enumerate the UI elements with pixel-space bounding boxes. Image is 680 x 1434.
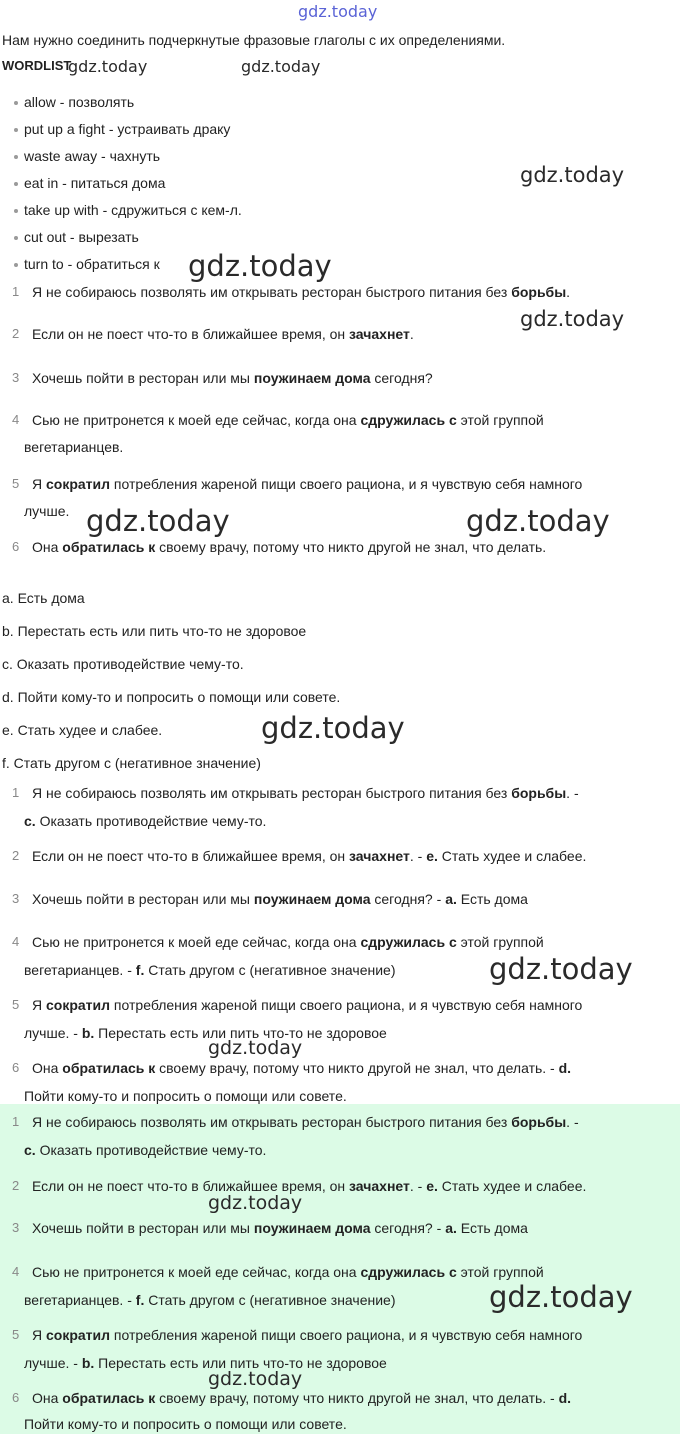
wordlist-item: take up with - сдружиться с кем-л.	[24, 202, 242, 218]
item-number: 5	[12, 997, 20, 1012]
answer: Хочешь пойти в ресторан или мы поужинаем дома сегодня? - a. Есть дома	[32, 1220, 528, 1236]
watermark-top: gdz.today	[298, 2, 378, 21]
wordlist-item: turn to - обратиться к	[24, 256, 160, 272]
answer-continuation: лучше. - b. Перестать есть или пить что-то не здоровое	[24, 1025, 387, 1041]
definition-item: f. Стать другом с (негативное значение)	[2, 755, 261, 771]
wordlist-item: allow - позволять	[24, 94, 135, 110]
answer: Хочешь пойти в ресторан или мы поужинаем дома сегодня? - a. Есть дома	[32, 891, 528, 907]
definition-item: c. Оказать противодействие чему-то.	[2, 656, 244, 672]
answer: Сью не притронется к моей еде сейчас, когда она сдружилась с этой группой	[32, 1264, 544, 1280]
item-number: 4	[12, 934, 20, 949]
watermark: gdz.today	[261, 711, 405, 745]
item-number: 5	[12, 1327, 20, 1342]
bullet-icon	[14, 209, 18, 213]
item-number: 6	[12, 1390, 20, 1405]
wordlist-item: eat in - питаться дома	[24, 175, 166, 191]
answer: Я сократил потребления жареной пищи своего рациона, и я чувствую себя намного	[32, 1327, 583, 1343]
wordlist-item: waste away - чахнуть	[24, 148, 161, 164]
sentence: Я не собираюсь позволять им открывать ресторан быстрого питания без борьбы.	[32, 284, 571, 300]
item-number: 2	[12, 848, 20, 863]
answer: Я не собираюсь позволять им открывать ресторан быстрого питания без борьбы. -	[32, 1114, 579, 1130]
bullet-icon	[14, 182, 18, 186]
answer-continuation: лучше. - b. Перестать есть или пить что-то не здоровое	[24, 1355, 387, 1371]
sentence: Если он не поест что-то в ближайшее время, он зачахнет.	[32, 326, 414, 342]
watermark: gdz.today	[489, 1280, 633, 1314]
item-number: 4	[12, 1264, 20, 1279]
answer-continuation: вегетарианцев. - f. Стать другом с (негативное значение)	[24, 1292, 396, 1308]
definition-item: a. Есть дома	[2, 590, 85, 606]
answer: Она обратилась к своему врачу, потому что никто другой не знал, что делать. - d.	[32, 1390, 572, 1406]
intro-text: Нам нужно соединить подчеркнутые фразовые глаголы с их определениями.	[2, 32, 506, 48]
item-number: 1	[12, 785, 20, 800]
item-number: 4	[12, 412, 20, 427]
bullet-icon	[14, 155, 18, 159]
sentence: Хочешь пойти в ресторан или мы поужинаем дома сегодня?	[32, 370, 433, 386]
watermark: gdz.today	[68, 57, 148, 76]
wordlist-item: cut out - вырезать	[24, 229, 139, 245]
bullet-icon	[14, 236, 18, 240]
watermark: gdz.today	[241, 57, 321, 76]
answer: Если он не поест что-то в ближайшее время, он зачахнет. - e. Стать худее и слабее.	[32, 1178, 587, 1194]
item-number: 3	[12, 1220, 20, 1235]
answer-continuation: вегетарианцев. - f. Стать другом с (негативное значение)	[24, 962, 396, 978]
definition-item: e. Стать худее и слабее.	[2, 722, 163, 738]
watermark: gdz.today	[208, 1368, 303, 1390]
watermark: gdz.today	[86, 504, 230, 538]
item-number: 2	[12, 326, 20, 341]
sentence-continuation: лучше.	[24, 503, 70, 519]
wordlist-item: put up a fight - устраивать драку	[24, 121, 231, 137]
bullet-icon	[14, 128, 18, 132]
item-number: 1	[12, 1114, 20, 1129]
sentence: Я сократил потребления жареной пищи своего рациона, и я чувствую себя намного	[32, 476, 583, 492]
watermark: gdz.today	[188, 249, 332, 283]
item-number: 6	[12, 1060, 20, 1075]
answer: Сью не притронется к моей еде сейчас, когда она сдружилась с этой группой	[32, 934, 544, 950]
answer-continuation: c. Оказать противодействие чему-то.	[24, 813, 267, 829]
watermark: gdz.today	[466, 504, 610, 538]
answer: Я не собираюсь позволять им открывать ресторан быстрого питания без борьбы. -	[32, 785, 579, 801]
watermark: gdz.today	[520, 163, 625, 187]
sentence-continuation: вегетарианцев.	[24, 439, 124, 455]
sentence: Сью не притронется к моей еде сейчас, когда она сдружилась с этой группой	[32, 412, 544, 428]
item-number: 2	[12, 1178, 20, 1193]
wordlist-title: WORDLIST	[2, 58, 72, 73]
answer-continuation: Пойти кому-то и попросить о помощи или совете.	[24, 1416, 347, 1432]
watermark: gdz.today	[489, 952, 633, 986]
item-number: 5	[12, 476, 20, 491]
sentence: Она обратилась к своему врачу, потому что никто другой не знал, что делать.	[32, 539, 547, 555]
answer-continuation: Пойти кому-то и попросить о помощи или совете.	[24, 1088, 347, 1104]
item-number: 6	[12, 539, 20, 554]
item-number: 3	[12, 370, 20, 385]
watermark: gdz.today	[208, 1037, 303, 1059]
item-number: 3	[12, 891, 20, 906]
answer: Если он не поест что-то в ближайшее время, он зачахнет. - e. Стать худее и слабее.	[32, 848, 587, 864]
answer: Она обратилась к своему врачу, потому что никто другой не знал, что делать. - d.	[32, 1060, 572, 1076]
item-number: 1	[12, 284, 20, 299]
bullet-icon	[14, 101, 18, 105]
definition-item: b. Перестать есть или пить что-то не здоровое	[2, 623, 307, 639]
watermark: gdz.today	[208, 1192, 303, 1214]
answer-continuation: c. Оказать противодействие чему-то.	[24, 1142, 267, 1158]
watermark: gdz.today	[520, 307, 625, 331]
bullet-icon	[14, 263, 18, 267]
answer: Я сократил потребления жареной пищи своего рациона, и я чувствую себя намного	[32, 997, 583, 1013]
definition-item: d. Пойти кому-то и попросить о помощи или совете.	[2, 689, 341, 705]
